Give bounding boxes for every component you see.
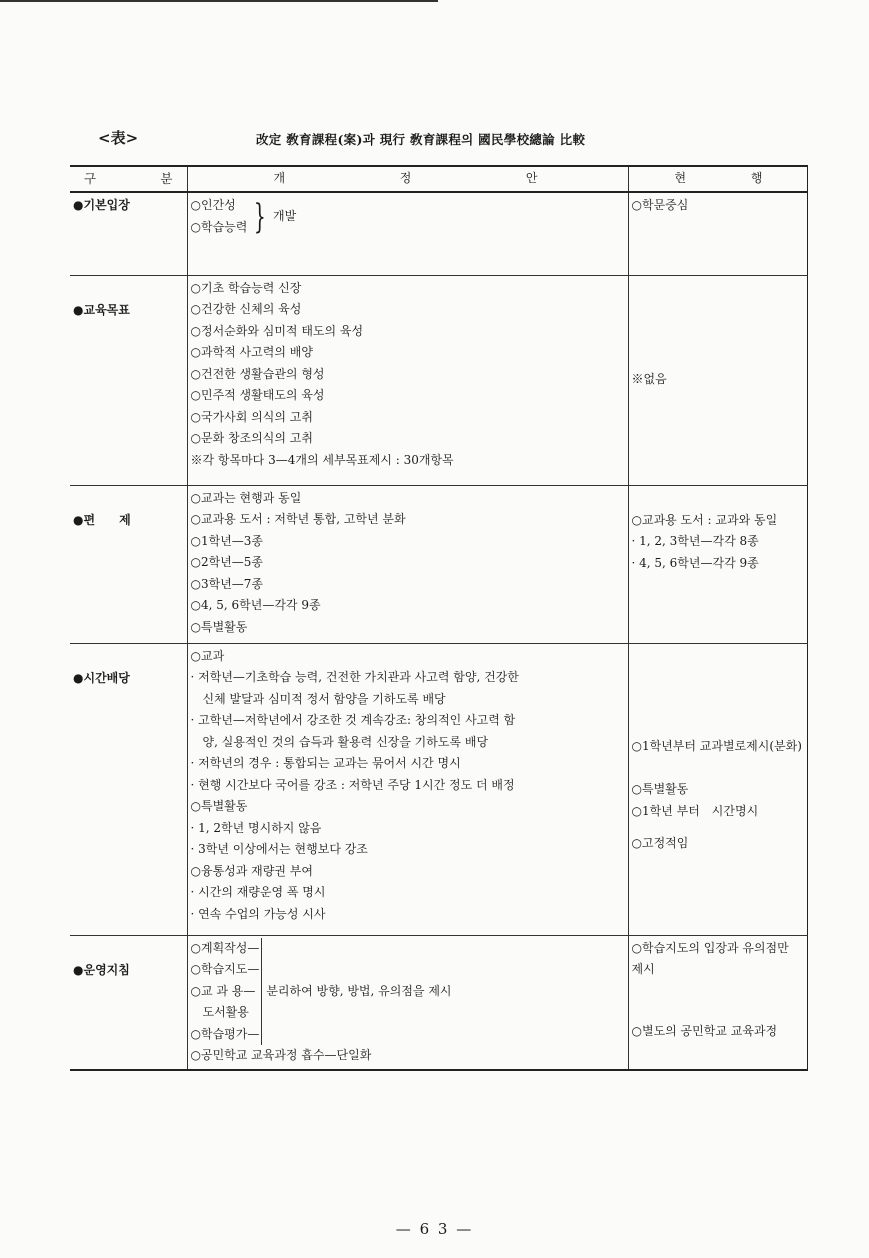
row-category: ●편 제 (70, 485, 187, 643)
table-row (70, 643, 807, 935)
row-category: ●운영지침 (70, 935, 187, 1070)
header-category: 구 분 (70, 166, 187, 192)
top-rule (0, 0, 438, 2)
header-proposal: 개 정 안 (187, 166, 628, 192)
table-row (70, 192, 807, 275)
row-category: ●기본입장 (70, 192, 187, 275)
row-proposal: ○계획작성— ○학습지도— ○교 과 용— 도서활용 ○학습평가— 분리하여 방향, 방법, 유의점을 제시 ○공민학교 교육과정 흡수—단일화 (187, 935, 628, 1070)
row-current: ○교과용 도서 : 교과와 동일 · 1, 2, 3학년—각각 8종 · 4, 5, 6학년—각각 9종 (628, 485, 807, 643)
row-current: ○학습지도의 입장과 유의점만 제시 ○별도의 공민학교 교육과정 (628, 935, 807, 1070)
row-current: ○1학년부터 교과별로제시(분화) ○특별활동 ○1학년 부터 시간명시 ○고정적임 (628, 643, 807, 935)
row-current: ※없음 (628, 275, 807, 485)
row-proposal: ○기초 학습능력 신장 ○건강한 신체의 육성 ○정서순화와 심미적 태도의 육성 ○과학적 사고력의 배양 ○건전한 생활습관의 형성 ○민주적 생활태도의 육성 ○국가사회 의식의 고취 ○문화 창조의식의 고취 ※각 항목마다 3—4개의 세부목표제시 : 30개항목 (187, 275, 628, 485)
operation-list: ○계획작성— ○학습지도— ○교 과 용— 도서활용 ○학습평가— (191, 938, 263, 1046)
row-category: ●시간배당 (70, 643, 187, 935)
table-row (70, 935, 807, 1070)
row-current: ○학문중심 (628, 192, 807, 275)
table-header-row (70, 166, 807, 192)
row-proposal: ○인간성 ○학습능력 } 개발 (187, 192, 628, 275)
table-row (70, 485, 807, 643)
table-title: 改定 敎育課程(案)과 現行 敎育課程의 國民學校總論 比較 (256, 132, 586, 147)
row-proposal: ○교과는 현행과 동일 ○교과용 도서 : 저학년 통합, 고학년 분화 ○1학년—3종 ○2학년—5종 ○3학년—7종 ○4, 5, 6학년—각각 9종 ○특별활동 (187, 485, 628, 643)
row-category: ●교육목표 (70, 275, 187, 485)
page-number: — 6 3 — (395, 1220, 474, 1238)
table-label: <表> (98, 129, 139, 147)
table-row (70, 275, 807, 485)
brace-icon: } (254, 196, 267, 237)
header-current: 현 행 (628, 166, 807, 192)
comparison-table (70, 165, 808, 1071)
row-proposal: ○교과 · 저학년—기초학습 능력, 건전한 가치관과 사고력 함양, 건강한 신체 발달과 심미적 정서 함양을 기하도록 배당 · 고학년—저학년에서 강조한 것 계속강조: 창의적인 사고력 함 양, 실용적인 것의 습득과 활용력 신장을 기하도록 배당 · 저학년의 경우 : 통합되는 교과는 묶어서 시간 명시 · 현행 시간보다 국어를 강조 : 저학년 주당 1시간 정도 더 배정 ○특별활동 · 1, 2학년 명시하지 않음 · 3학년 이상에서는 현행보다 강조 ○융통성과 재량권 부여 · 시간의 재량운영 폭 명시 · 연속 수업의 가능성 시사 (187, 643, 628, 935)
